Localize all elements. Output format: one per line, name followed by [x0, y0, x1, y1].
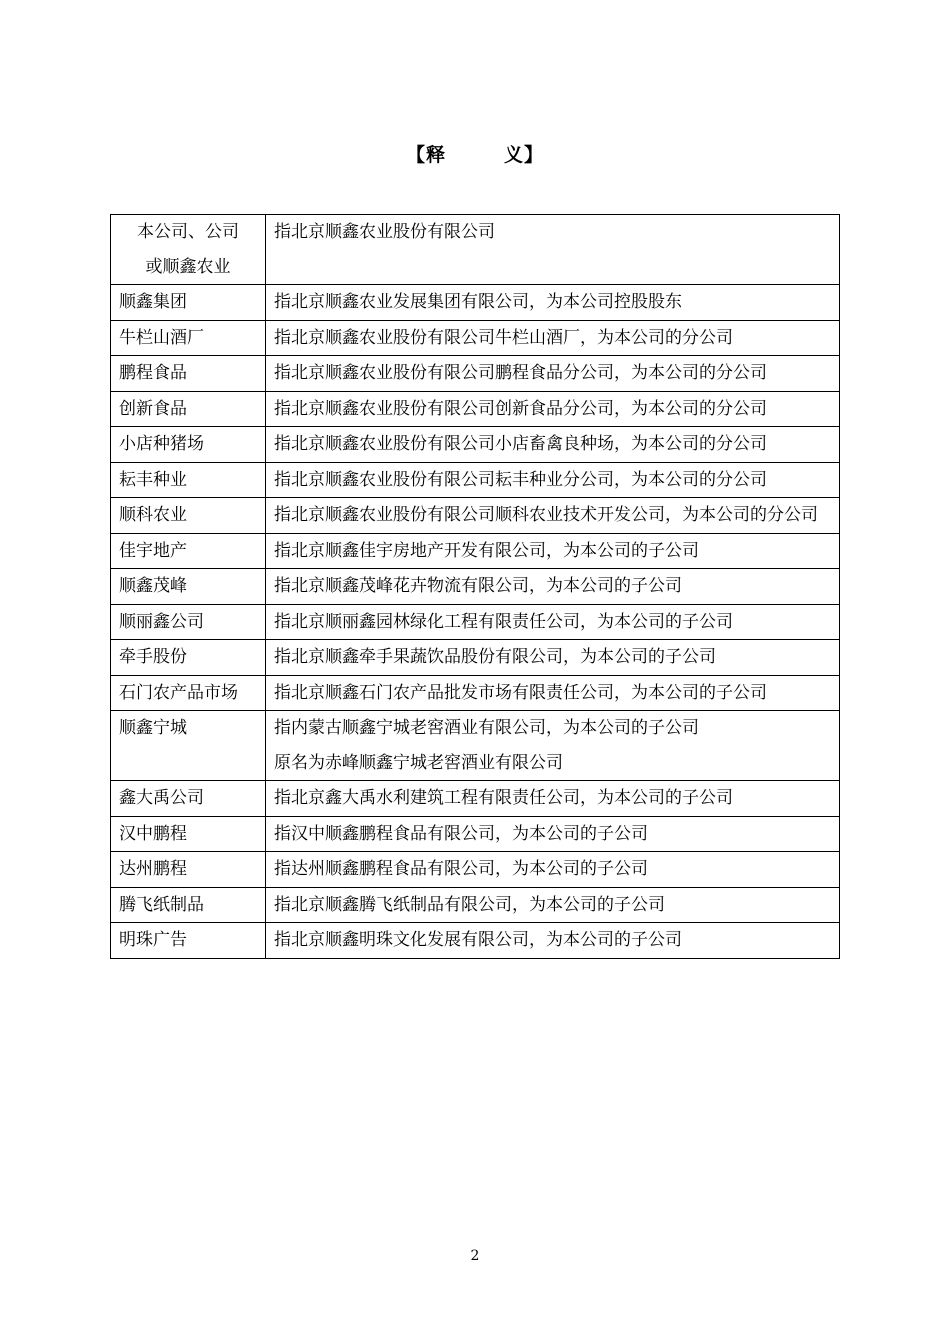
definition-row — [111, 816, 840, 852]
section-heading-left: 【释 — [405, 144, 446, 166]
definition-meaning-line: 指北京顺鑫农业股份有限公司小店畜禽良种场，为本公司的分公司 — [274, 434, 767, 454]
definition-meaning-line: 指北京顺鑫腾飞纸制品有限公司，为本公司的子公司 — [274, 894, 665, 915]
definition-meaning — [266, 215, 840, 285]
definition-meaning — [266, 498, 840, 534]
definition-meaning-line: 原名为赤峰顺鑫宁城老窖酒业有限公司 — [274, 752, 563, 773]
definition-row — [111, 391, 840, 427]
definition-term: 顺鑫茂峰 — [111, 569, 266, 605]
definition-meaning-line: 指北京顺鑫农业股份有限公司 — [274, 222, 495, 242]
definition-term: 达州鹏程 — [111, 852, 266, 888]
definition-meaning-line: 指汉中顺鑫鹏程食品有限公司，为本公司的子公司 — [274, 823, 648, 844]
definition-meaning-line: 指北京顺鑫农业股份有限公司鹏程食品分公司，为本公司的分公司 — [274, 363, 767, 383]
definition-meaning-line: 指北京顺鑫农业发展集团有限公司，为本公司控股股东 — [274, 292, 682, 312]
definition-term: 顺科农业 — [111, 498, 266, 534]
definition-meaning — [266, 533, 840, 569]
definition-meaning — [266, 427, 840, 463]
definition-row — [111, 215, 840, 285]
definition-meaning — [266, 462, 840, 498]
definition-meaning-line: 指北京顺鑫农业股份有限公司创新食品分公司，为本公司的分公司 — [274, 398, 767, 419]
definition-term: 顺丽鑫公司 — [111, 604, 266, 640]
definition-meaning-line: 指北京顺鑫茂峰花卉物流有限公司，为本公司的子公司 — [274, 576, 682, 596]
definition-row — [111, 923, 840, 959]
definition-row — [111, 427, 840, 463]
definition-row — [111, 569, 840, 605]
definition-meaning-line: 指北京顺鑫石门农产品批发市场有限责任公司，为本公司的子公司 — [274, 682, 767, 703]
definition-term: 耘丰种业 — [111, 462, 266, 498]
definition-term — [111, 215, 266, 285]
definition-meaning-line: 指北京顺鑫农业股份有限公司耘丰种业分公司，为本公司的分公司 — [274, 469, 767, 490]
definition-meaning — [266, 711, 840, 781]
definition-row — [111, 604, 840, 640]
definition-meaning-line: 指内蒙古顺鑫宁城老窖酒业有限公司，为本公司的子公司 — [274, 718, 699, 738]
definition-row — [111, 640, 840, 676]
definition-term: 小店种猪场 — [111, 427, 266, 463]
definition-meaning — [266, 320, 840, 356]
definition-meaning — [266, 816, 840, 852]
definition-row — [111, 533, 840, 569]
definition-meaning — [266, 781, 840, 817]
definition-meaning — [266, 852, 840, 888]
definition-term: 鹏程食品 — [111, 356, 266, 392]
definition-term: 汉中鹏程 — [111, 816, 266, 852]
definition-term: 创新食品 — [111, 391, 266, 427]
section-heading — [0, 140, 950, 167]
definition-row — [111, 781, 840, 817]
definition-row — [111, 356, 840, 392]
definition-meaning-line: 指北京顺丽鑫园林绿化工程有限责任公司，为本公司的子公司 — [274, 611, 733, 632]
definition-meaning-line: 指北京顺鑫明珠文化发展有限公司，为本公司的子公司 — [274, 930, 682, 950]
definition-term: 腾飞纸制品 — [111, 887, 266, 923]
definition-term: 顺鑫集团 — [111, 285, 266, 321]
definitions-table — [110, 214, 840, 959]
definition-meaning-line: 指达州顺鑫鹏程食品有限公司，为本公司的子公司 — [274, 859, 648, 879]
definition-meaning — [266, 569, 840, 605]
definition-term: 明珠广告 — [111, 923, 266, 959]
definition-row — [111, 675, 840, 711]
definition-meaning — [266, 391, 840, 427]
definition-row — [111, 711, 840, 781]
definition-row — [111, 285, 840, 321]
definition-meaning — [266, 356, 840, 392]
definitions-table-body — [111, 215, 840, 959]
definition-row — [111, 320, 840, 356]
definition-term: 佳宇地产 — [111, 533, 266, 569]
definition-term-line: 或顺鑫农业 — [145, 256, 231, 277]
definition-term-line: 本公司、公司 — [137, 222, 239, 242]
definition-meaning-line: 指北京顺鑫农业股份有限公司牛栏山酒厂，为本公司的分公司 — [274, 327, 733, 348]
definition-meaning — [266, 285, 840, 321]
definition-meaning-line: 指北京顺鑫牵手果蔬饮品股份有限公司，为本公司的子公司 — [274, 647, 716, 667]
definition-term: 鑫大禹公司 — [111, 781, 266, 817]
definition-term: 顺鑫宁城 — [111, 711, 266, 781]
definition-row — [111, 498, 840, 534]
definition-meaning-line: 指北京顺鑫农业股份有限公司顺科农业技术开发公司，为本公司的分公司 — [274, 505, 818, 525]
definition-term: 牛栏山酒厂 — [111, 320, 266, 356]
definition-meaning-line: 指北京顺鑫佳宇房地产开发有限公司，为本公司的子公司 — [274, 540, 699, 561]
definition-term: 石门农产品市场 — [111, 675, 266, 711]
definition-meaning-line: 指北京鑫大禹水利建筑工程有限责任公司，为本公司的子公司 — [274, 788, 733, 808]
definition-meaning — [266, 923, 840, 959]
section-heading-right: 义】 — [504, 144, 545, 166]
definition-row — [111, 887, 840, 923]
definition-row — [111, 852, 840, 888]
definition-meaning — [266, 640, 840, 676]
definition-meaning — [266, 604, 840, 640]
definition-term: 牵手股份 — [111, 640, 266, 676]
definition-meaning — [266, 887, 840, 923]
definition-row — [111, 462, 840, 498]
definition-meaning — [266, 675, 840, 711]
page-number: 2 — [470, 1248, 480, 1264]
